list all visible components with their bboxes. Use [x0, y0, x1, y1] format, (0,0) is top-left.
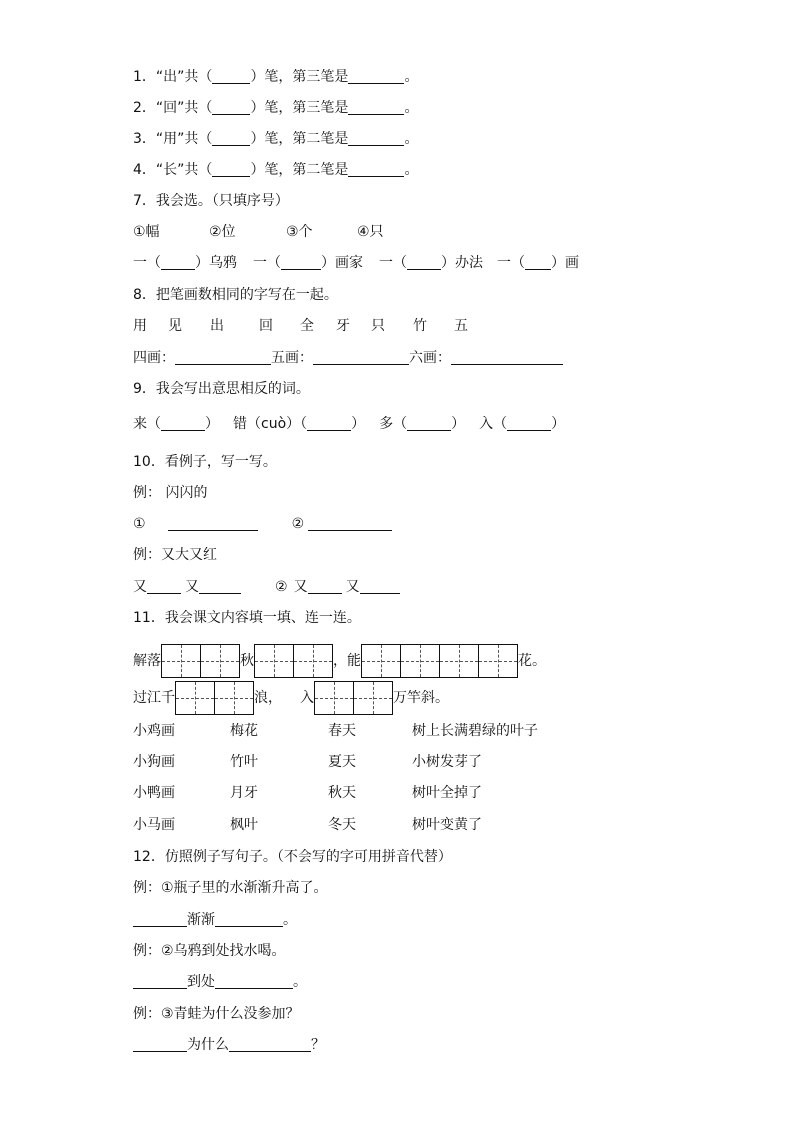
char-item: 回 [259, 318, 273, 334]
question-8-groups: 四画： 五画： 六画： [133, 348, 563, 368]
question-number: 1． [133, 69, 156, 85]
example-sentence-1: 例：①瓶子里的水渐渐升高了。 [133, 880, 328, 896]
match-mid-item[interactable]: 竹叶 [230, 754, 258, 770]
answer-blank[interactable] [133, 974, 187, 989]
answer-blank[interactable] [147, 579, 181, 594]
char-item: 竹 [413, 318, 427, 334]
question-1: 1．“出”共（ ）笔，第三笔是 。 [133, 69, 419, 85]
answer-blank[interactable] [168, 516, 258, 531]
answer-blank[interactable] [525, 255, 551, 270]
match-mid-item[interactable]: 枫叶 [230, 817, 258, 833]
tianzige-box[interactable] [478, 644, 518, 678]
answer-blank[interactable] [212, 162, 250, 177]
answer-blank[interactable] [348, 69, 404, 84]
answer-blank[interactable] [199, 579, 241, 594]
tianzige-box[interactable] [353, 681, 393, 715]
match-season-item[interactable]: 冬天 [328, 817, 356, 833]
question-10-line-2: 又 又 ② 又 又 [133, 577, 400, 597]
question-7-title: 7．我会选。（只填序号） [133, 193, 289, 209]
tianzige-box[interactable] [214, 681, 254, 715]
answer-blank[interactable] [161, 416, 205, 431]
char-item: 全 [300, 318, 314, 334]
match-mid-item[interactable]: 月牙 [230, 785, 258, 801]
example-sentence-2: 例：②乌鸦到处找水喝。 [133, 943, 286, 959]
answer-blank[interactable] [175, 350, 271, 365]
tianzige-box[interactable] [314, 681, 354, 715]
question-7-items: 一（ ）乌鸦 一（ ）画家 一（ ）办法 一（ ）画 [133, 255, 579, 271]
answer-blank[interactable] [307, 416, 351, 431]
match-season-item[interactable]: 夏天 [328, 754, 356, 770]
answer-blank[interactable] [407, 416, 451, 431]
question-10-line-1: ① ② [133, 514, 392, 534]
char-item: 见 [168, 318, 182, 334]
char-item: 五 [454, 318, 468, 334]
answer-blank[interactable] [407, 255, 441, 270]
answer-blank[interactable] [215, 912, 283, 927]
tianzige-box[interactable] [439, 644, 479, 678]
match-season-item[interactable]: 秋天 [328, 785, 356, 801]
answer-blank[interactable] [348, 100, 404, 115]
question-9-items: 来（ ） 错（cuò）（ ） 多（ ） 入（ ） [133, 416, 566, 432]
question-10-title: 10．看例子，写一写。 [133, 454, 277, 470]
tianzige-box[interactable] [200, 644, 240, 678]
tianzige-box[interactable] [161, 644, 201, 678]
char-item: 用 [133, 318, 147, 334]
example-sentence-3: 例：③青蛙为什么没参加？ [133, 1006, 300, 1022]
tianzige-box[interactable] [293, 644, 333, 678]
answer-blank[interactable] [161, 255, 195, 270]
question-number: 2． [133, 100, 156, 116]
answer-blank[interactable] [212, 100, 250, 115]
option-1: ①幅 [133, 224, 160, 240]
answer-blank[interactable] [348, 162, 404, 177]
sentence-line-1: 渐渐 。 [133, 910, 297, 930]
answer-blank[interactable] [133, 912, 187, 927]
char-item: 只 [371, 318, 385, 334]
answer-blank[interactable] [133, 1037, 187, 1052]
question-9-title: 9．我会写出意思相反的词。 [133, 381, 310, 397]
question-number: 4． [133, 162, 156, 178]
example-2: 例：又大又红 [133, 547, 217, 563]
example-1: 例： 闪闪的 [133, 485, 208, 501]
answer-blank[interactable] [308, 579, 342, 594]
match-left-item[interactable]: 小鸭画 [133, 785, 175, 801]
match-left-item[interactable]: 小狗画 [133, 754, 175, 770]
answer-blank[interactable] [229, 1037, 311, 1052]
question-8-title: 8．把笔画数相同的字写在一起。 [133, 287, 338, 303]
sentence-line-3: 为什么 ？ [133, 1035, 325, 1055]
match-right-item[interactable]: 小树发芽了 [412, 754, 482, 770]
answer-blank[interactable] [360, 579, 400, 594]
answer-blank[interactable] [212, 69, 250, 84]
poem-line-1: 解落 秋 ，能 花。 [133, 644, 546, 678]
answer-blank[interactable] [212, 131, 250, 146]
option-4: ④只 [357, 224, 384, 240]
answer-blank[interactable] [215, 974, 293, 989]
question-4: 4．“长”共（ ）笔，第二笔是 。 [133, 162, 419, 178]
match-left-item[interactable]: 小马画 [133, 817, 175, 833]
tianzige-box[interactable] [254, 644, 294, 678]
option-3: ③个 [286, 224, 313, 240]
question-2: 2．“回”共（ ）笔，第三笔是 。 [133, 100, 419, 116]
poem-line-2: 过江千 浪， 入 万竿斜。 [133, 681, 449, 715]
match-right-item[interactable]: 树叶变黄了 [412, 817, 482, 833]
answer-blank[interactable] [313, 350, 409, 365]
tianzige-box[interactable] [361, 644, 401, 678]
tianzige-box[interactable] [175, 681, 215, 715]
char-item: 出 [210, 318, 224, 334]
question-number: 3． [133, 131, 156, 147]
char-item: 牙 [336, 318, 350, 334]
answer-blank[interactable] [308, 516, 392, 531]
match-mid-item[interactable]: 梅花 [230, 723, 258, 739]
answer-blank[interactable] [348, 131, 404, 146]
match-right-item[interactable]: 树叶全掉了 [412, 785, 482, 801]
answer-blank[interactable] [507, 416, 551, 431]
match-left-item[interactable]: 小鸡画 [133, 723, 175, 739]
sentence-line-2: 到处 。 [133, 972, 307, 992]
question-3: 3．“用”共（ ）笔，第二笔是 。 [133, 131, 419, 147]
match-season-item[interactable]: 春天 [328, 723, 356, 739]
question-12-title: 12．仿照例子写句子。（不会写的字可用拼音代替） [133, 849, 452, 865]
tianzige-box[interactable] [400, 644, 440, 678]
option-2: ②位 [209, 224, 236, 240]
question-11-title: 11．我会课文内容填一填、连一连。 [133, 610, 361, 626]
answer-blank[interactable] [281, 255, 321, 270]
match-right-item[interactable]: 树上长满碧绿的叶子 [412, 723, 538, 739]
answer-blank[interactable] [451, 350, 563, 365]
